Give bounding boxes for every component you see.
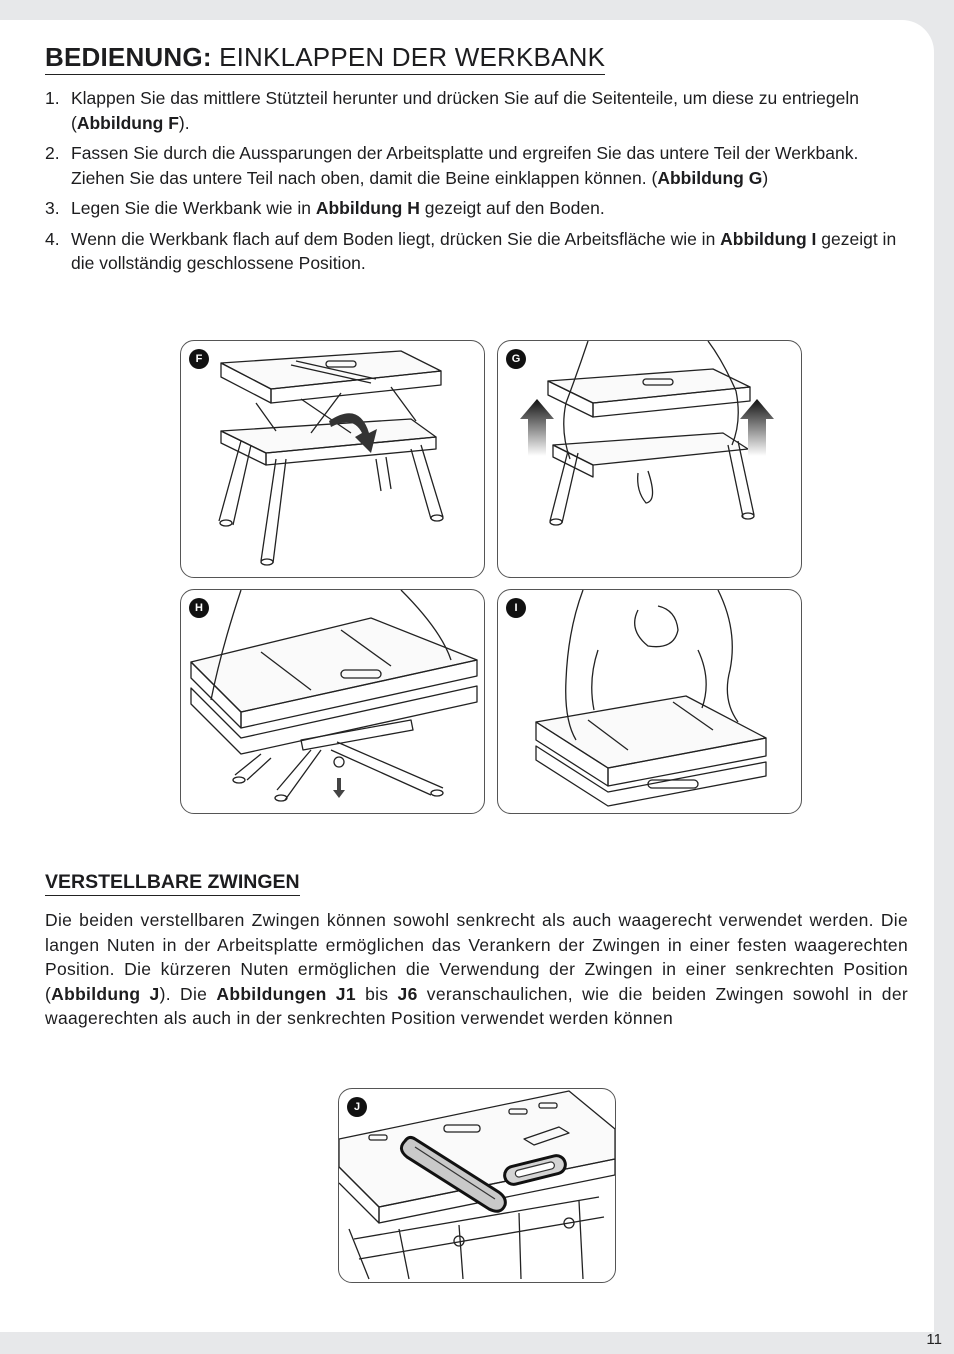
text-segment: Die beiden verstellbaren Zwingen können sowohl senkrecht als auch waagerecht verwendet werden. Die langen Nuten in der Arbeitsplatte ermöglichen das Verankern der Zwingen in einer festen waagerechten Position. Die kürzeren Nuten ermöglichen die Verwendung der Zwingen in einer senkrechten Position ( bbox=[45, 910, 908, 1004]
figure-f bbox=[180, 340, 485, 578]
step-number: 2. bbox=[45, 143, 60, 163]
title-rest: EINKLAPPEN DER WERKBANK bbox=[211, 42, 606, 72]
step-text: Legen Sie die Werkbank wie in bbox=[71, 198, 316, 218]
figure-j bbox=[338, 1088, 616, 1283]
step-figure-ref: Abbildung H bbox=[315, 198, 420, 218]
step-text-end: gezeigt in die vollständig geschlossene Position. bbox=[71, 228, 897, 273]
step-3 bbox=[45, 196, 905, 221]
clamp-grooves-illustration bbox=[339, 1089, 615, 1282]
workbench-unlock-illustration bbox=[181, 341, 484, 577]
figure-g-badge: G bbox=[506, 349, 526, 369]
text-segment: bis bbox=[355, 983, 398, 1004]
step-number: 3. bbox=[45, 198, 60, 218]
workbench-lift-illustration bbox=[498, 341, 801, 577]
figure-h-badge: H bbox=[189, 598, 209, 618]
step-figure-ref: Abbildung G bbox=[657, 167, 763, 188]
step-text-end: ). bbox=[178, 112, 190, 133]
clamps-description bbox=[45, 908, 908, 1031]
text-segment: ). Die bbox=[159, 983, 217, 1004]
figure-i bbox=[497, 589, 802, 814]
figure-f-badge: F bbox=[189, 349, 209, 369]
page-number: 11 bbox=[926, 1331, 942, 1348]
step-text: Wenn die Werkbank flach auf dem Boden liegt, drücken Sie die Arbeitsfläche wie in bbox=[71, 228, 721, 249]
step-text-end: gezeigt auf den Boden. bbox=[419, 198, 605, 218]
step-number: 1. bbox=[45, 88, 60, 108]
step-2 bbox=[45, 141, 905, 190]
step-text: Fassen Sie durch die Aussparungen der Arbeitsplatte und ergreifen Sie das untere Teil der Werkbank. Ziehen Sie das untere Teil nach oben, damit die Beine einklappen können. ( bbox=[71, 143, 859, 188]
step-number: 4. bbox=[45, 228, 60, 249]
page-title bbox=[45, 42, 605, 75]
workbench-close-illustration bbox=[498, 590, 801, 813]
step-text: Klappen Sie das mittlere Stützteil herunter und drücken Sie auf die Seitenteile, um diese zu entriegeln ( bbox=[71, 88, 859, 133]
figure-g bbox=[497, 340, 802, 578]
instruction-steps bbox=[45, 86, 905, 282]
step-text-end: ) bbox=[762, 167, 769, 188]
figure-ref-j1: Abbildungen J1 bbox=[216, 983, 356, 1004]
section-heading-clamps: VERSTELLBARE ZWINGEN bbox=[45, 869, 300, 896]
step-4 bbox=[45, 227, 905, 276]
step-figure-ref: Abbildung F bbox=[76, 112, 179, 133]
figure-h bbox=[180, 589, 485, 814]
figure-ref-j6: J6 bbox=[397, 983, 418, 1004]
figure-i-badge: I bbox=[506, 598, 526, 618]
figure-j-badge: J bbox=[347, 1097, 367, 1117]
title-bold: BEDIENUNG: bbox=[45, 42, 212, 72]
figure-ref-j: Abbildung J bbox=[51, 983, 160, 1004]
step-figure-ref: Abbildung I bbox=[720, 228, 817, 249]
step-1 bbox=[45, 86, 905, 135]
workbench-lay-down-illustration bbox=[181, 590, 484, 813]
text-segment: veranschaulichen, wie die beiden Zwingen sowohl in der waagerechten als auch in der senkrechten Position verwendet werden können bbox=[45, 983, 908, 1029]
